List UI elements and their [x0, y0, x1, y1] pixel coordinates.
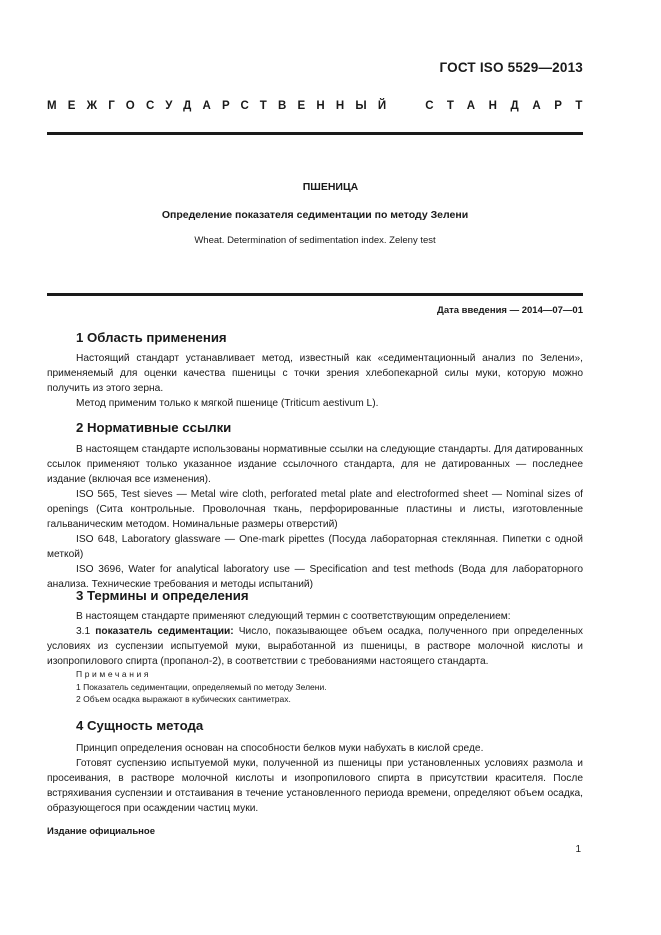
official-edition-label: Издание официальное — [47, 826, 155, 837]
section-1-heading: 1 Область применения — [76, 330, 227, 345]
note-1: 1 Показатель седиментации, определяемый по методу Зелени. — [76, 681, 327, 692]
document-subtitle: Определение показателя седиментации по методу Зелени — [161, 209, 469, 221]
section-3-heading: 3 Термины и определения — [76, 588, 249, 603]
section-4-heading: 4 Сущность метода — [76, 718, 204, 733]
section-2-heading: 2 Нормативные ссылки — [76, 420, 232, 435]
section-2-paragraph-1: В настоящем стандарте использованы нормативные ссылки на следующие стандарты. Для датированных ссылок применяют только указанное издание ссылочного стандарта, для не датированных — последнее издание (включая все изменения). — [47, 444, 583, 485]
standard-banner — [47, 100, 596, 112]
reference-iso-3696: ISO 3696, Water for analytical laboratory use — Specification and test methods (Вода для лабораторного анализа. Технические требования и методы испытаний) — [47, 564, 583, 590]
term-name: показатель седиментации: — [95, 626, 234, 637]
section-1-paragraph-1: Настоящий стандарт устанавливает метод, известный как «седиментационный анализ по Зелени», применяемый для оценки качества пшеницы с точки зрения хлебопекарной силы муки, которую можно получить из этого зерна. — [47, 353, 583, 394]
title-divider — [47, 293, 583, 296]
english-title: Wheat. Determination of sedimentation index. Zeleny test — [194, 235, 436, 246]
reference-iso-565: ISO 565, Test sieves — Metal wire cloth, perforated metal plate and electroformed sheet — Nominal sizes of openings (Сита контрольные. Проволочная ткань, перфорированные пластины и листы, изготовленные гальваническим методом. Номинальные размеры отверстий) — [47, 489, 583, 530]
section-3-body — [47, 609, 583, 669]
notes-heading: Примечания — [76, 669, 152, 679]
term-definition — [47, 624, 583, 669]
section-4-paragraph-1: Принцип определения основан на способности белков муки набухать в кислой среде. — [76, 743, 484, 754]
section-1-body — [47, 351, 583, 411]
banner-word-interstate: МЕЖГОСУДАРСТВЕННЫЙ — [47, 100, 398, 112]
term-definition-text: Число, показывающее объем осадка, полученного при определенных условиях из суспензии испытуемой муки, выработанной из пшеницы, в растворе молочной кислоты и изопропилового спирта (пропанол-2), в соответствии с требованиями настоящего стандарта. — [47, 626, 583, 667]
section-3-paragraph-1: В настоящем стандарте применяют следующий термин с соответствующим определением: — [76, 611, 511, 622]
header-divider — [47, 132, 583, 135]
section-2-body — [47, 442, 583, 592]
term-number: 3.1 — [76, 626, 91, 637]
introduction-date: Дата введения — 2014—07—01 — [437, 305, 583, 316]
note-2: 2 Объем осадка выражают в кубических сантиметрах. — [76, 694, 291, 704]
section-3-notes — [76, 668, 327, 706]
section-1-paragraph-2: Метод применим только к мягкой пшенице (Triticum aestivum L). — [76, 398, 379, 409]
document-code: ГОСТ ISO 5529—2013 — [439, 60, 583, 75]
reference-iso-648: ISO 648, Laboratory glassware — One-mark pipettes (Посуда лабораторная стеклянная. Пипетки с одной меткой) — [47, 534, 583, 560]
section-4-body — [47, 741, 583, 816]
document-title: ПШЕНИЦА — [302, 181, 359, 193]
page-number: 1 — [575, 844, 581, 855]
banner-word-standard: СТАНДАРТ — [425, 100, 596, 112]
section-4-paragraph-2: Готовят суспензию испытуемой муки, полученной из пшеницы при установленных условиях размола и просеивания, в растворе молочной кислоты и изопропилового спирта в присутствии красителя. После встряхивания суспензии и отстаивания в течение установленного периода времени, определяют объем осадка, образующегося при осаждении частиц муки. — [47, 758, 583, 814]
